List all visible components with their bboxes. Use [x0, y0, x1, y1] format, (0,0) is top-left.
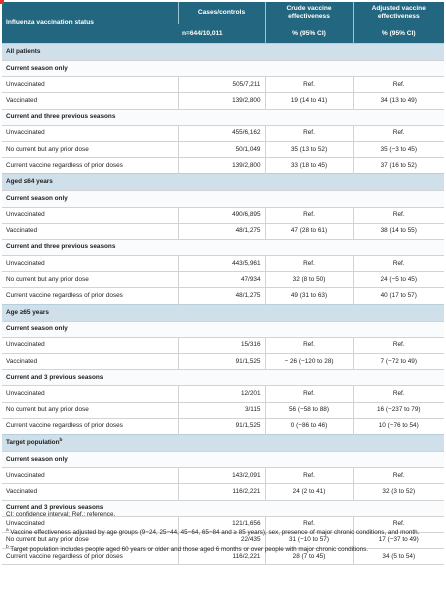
section-label-text: Age ≥65 years — [6, 308, 49, 316]
crude-ve-cell: 0 (−86 to 46) — [265, 418, 353, 434]
section-label — [2, 174, 444, 191]
subsection-label: Current and 3 previous seasons — [2, 370, 444, 386]
row-label: Vaccinated — [2, 223, 178, 239]
subsection-row — [2, 321, 444, 337]
footnote-b-marker: b — [6, 544, 9, 550]
row-label: No current but any prior dose — [2, 402, 178, 418]
cases-controls-cell: 48/1,275 — [178, 223, 265, 239]
subsection-row — [2, 191, 444, 207]
adjusted-ve-cell: 35 (−3 to 45) — [353, 141, 444, 157]
crude-ve-cell: Ref. — [265, 125, 353, 141]
row-label: Unvaccinated — [2, 125, 178, 141]
row-label: Unvaccinated — [2, 77, 178, 93]
cases-controls-cell: 91/1,525 — [178, 354, 265, 370]
section-label — [2, 304, 444, 321]
footnote-a-marker: a — [6, 527, 9, 533]
adjusted-ve-cell: 38 (14 to 55) — [353, 223, 444, 239]
crude-ve-cell: 35 (13 to 52) — [265, 141, 353, 157]
cases-controls-cell: 116/2,221 — [178, 484, 265, 500]
row-label: Vaccinated — [2, 93, 178, 109]
section-label-text: Target population — [6, 438, 60, 446]
section-row — [2, 434, 444, 451]
table-body — [2, 44, 444, 565]
subsection-label: Current season only — [2, 451, 444, 467]
section-label-text: All patients — [6, 48, 41, 55]
table-row — [2, 354, 444, 370]
adjusted-ve-cell: 32 (3 to 52) — [353, 484, 444, 500]
adjusted-ve-cell: Ref. — [353, 256, 444, 272]
cases-controls-cell: 490/6,895 — [178, 207, 265, 223]
header-adjusted-ci: % (95% CI) — [353, 24, 444, 44]
crude-ve-cell: Ref. — [265, 256, 353, 272]
adjusted-ve-cell: 34 (13 to 49) — [353, 93, 444, 109]
footnote-a — [2, 529, 442, 538]
adjusted-ve-cell: Ref. — [353, 386, 444, 402]
adjusted-ve-cell: 10 (−76 to 54) — [353, 418, 444, 434]
footnote-marker: b — [59, 437, 63, 443]
table-row — [2, 402, 444, 418]
cases-controls-cell: 12/201 — [178, 386, 265, 402]
crude-ve-cell: 49 (31 to 63) — [265, 288, 353, 304]
adjusted-ve-cell: Ref. — [353, 516, 444, 532]
cases-controls-cell: 443/5,961 — [178, 256, 265, 272]
abbreviations-note: CI: confidence interval; Ref.: reference. — [6, 511, 116, 518]
subsection-label: Current season only — [2, 61, 444, 77]
vaccine-effectiveness-table — [2, 2, 444, 565]
section-label-text: Aged ≤64 years — [6, 178, 53, 186]
header-status: Influenza vaccination status — [2, 2, 178, 44]
header-cases: Cases/controls — [178, 2, 265, 24]
header-adjusted: Adjusted vaccine effectiveness — [353, 2, 444, 24]
table-row — [2, 141, 444, 157]
adjusted-ve-cell: Ref. — [353, 468, 444, 484]
crude-ve-cell: Ref. — [265, 516, 353, 532]
table-header — [2, 2, 444, 44]
cases-controls-cell: 48/1,275 — [178, 288, 265, 304]
table-row — [2, 158, 444, 174]
row-label: Unvaccinated — [2, 468, 178, 484]
subsection-label: Current and three previous seasons — [2, 109, 444, 125]
crude-ve-cell: Ref. — [265, 386, 353, 402]
crude-ve-cell: 33 (18 to 45) — [265, 158, 353, 174]
row-label: Vaccinated — [2, 484, 178, 500]
subsection-row — [2, 239, 444, 255]
subsection-row — [2, 109, 444, 125]
cases-controls-cell: 121/1,656 — [178, 516, 265, 532]
adjusted-ve-cell: 17 (−37 to 49) — [353, 532, 444, 548]
cases-controls-cell: 139/2,800 — [178, 158, 265, 174]
table-row — [2, 386, 444, 402]
crude-ve-cell: 31 (−10 to 57) — [265, 532, 353, 548]
cases-controls-cell: 91/1,525 — [178, 418, 265, 434]
crude-ve-cell: Ref. — [265, 337, 353, 353]
table-row — [2, 93, 444, 109]
table-row — [2, 484, 444, 500]
cases-controls-cell: 143/2,091 — [178, 468, 265, 484]
table-row — [2, 77, 444, 93]
row-label: Vaccinated — [2, 354, 178, 370]
adjusted-ve-cell: Ref. — [353, 125, 444, 141]
header-crude: Crude vaccine effectiveness — [265, 2, 353, 24]
cases-controls-cell: 47/934 — [178, 272, 265, 288]
footnote-b — [2, 546, 442, 555]
footnote-b-text: Target population includes people aged 60 years or older and those aged 6 months or over people with major chronic conditions. — [8, 546, 369, 553]
table-row — [2, 272, 444, 288]
adjusted-ve-cell: 16 (−237 to 79) — [353, 402, 444, 418]
table-notes — [2, 511, 442, 555]
section-label — [2, 434, 444, 451]
crude-ve-cell: 28 (7 to 45) — [265, 549, 353, 565]
section-label — [2, 44, 444, 61]
row-label: Unvaccinated — [2, 386, 178, 402]
cases-controls-cell: 139/2,800 — [178, 93, 265, 109]
table-row — [2, 207, 444, 223]
cases-controls-cell: 455/6,162 — [178, 125, 265, 141]
table-row — [2, 125, 444, 141]
crude-ve-cell: 32 (8 to 50) — [265, 272, 353, 288]
crude-ve-cell: Ref. — [265, 468, 353, 484]
adjusted-ve-cell: Ref. — [353, 207, 444, 223]
crude-ve-cell: Ref. — [265, 77, 353, 93]
subsection-row — [2, 61, 444, 77]
crude-ve-cell: 47 (28 to 61) — [265, 223, 353, 239]
crude-ve-cell: 19 (14 to 41) — [265, 93, 353, 109]
row-label: No current but any prior dose — [2, 532, 178, 548]
adjusted-ve-cell: 40 (17 to 57) — [353, 288, 444, 304]
adjusted-ve-cell: Ref. — [353, 337, 444, 353]
adjusted-ve-cell: 34 (5 to 54) — [353, 549, 444, 565]
cases-controls-cell: 50/1,049 — [178, 141, 265, 157]
crude-ve-cell: 24 (2 to 41) — [265, 484, 353, 500]
subsection-row — [2, 370, 444, 386]
cases-controls-cell: 505/7,211 — [178, 77, 265, 93]
row-label: Current vaccine regardless of prior doses — [2, 158, 178, 174]
table-row — [2, 468, 444, 484]
subsection-label: Current season only — [2, 321, 444, 337]
footnote-a-text: Vaccine effectiveness adjusted by age groups (9−24, 25−44, 45−64, 65−84 and ≥ 85 years), sex, presence of major chronic conditions, and month. — [8, 528, 420, 536]
row-label: Unvaccinated — [2, 516, 178, 532]
crude-ve-cell: − 26 (−120 to 28) — [265, 354, 353, 370]
section-row — [2, 44, 444, 61]
table-row — [2, 223, 444, 239]
row-label: Unvaccinated — [2, 256, 178, 272]
row-label: Current vaccine regardless of prior doses — [2, 549, 178, 565]
table-row — [2, 256, 444, 272]
crude-ve-cell: 56 (−58 to 88) — [265, 402, 353, 418]
cases-controls-cell: 22/435 — [178, 532, 265, 548]
adjusted-ve-cell: 24 (−5 to 45) — [353, 272, 444, 288]
adjusted-ve-cell: 37 (16 to 52) — [353, 158, 444, 174]
subsection-label: Current and three previous seasons — [2, 239, 444, 255]
header-crude-ci: % (95% CI) — [265, 24, 353, 44]
subsection-row — [2, 451, 444, 467]
row-label: No current but any prior dose — [2, 141, 178, 157]
table-row — [2, 288, 444, 304]
adjusted-ve-cell: Ref. — [353, 77, 444, 93]
row-label: Current vaccine regardless of prior doses — [2, 418, 178, 434]
cases-controls-cell: 15/316 — [178, 337, 265, 353]
cases-controls-cell: 3/115 — [178, 402, 265, 418]
vaccine-effectiveness-table-container — [2, 2, 444, 565]
subsection-label: Current season only — [2, 191, 444, 207]
row-label: Current vaccine regardless of prior doses — [2, 288, 178, 304]
subsection-label: Current and 3 previous seasons — [2, 500, 444, 516]
section-row — [2, 304, 444, 321]
row-label: Unvaccinated — [2, 337, 178, 353]
section-row — [2, 174, 444, 191]
row-label: Unvaccinated — [2, 207, 178, 223]
header-cases-n: n=644/10,011 — [178, 24, 265, 44]
adjusted-ve-cell: 7 (−72 to 49) — [353, 354, 444, 370]
crude-ve-cell: Ref. — [265, 207, 353, 223]
row-label: No current but any prior dose — [2, 272, 178, 288]
cases-controls-cell: 116/2,221 — [178, 549, 265, 565]
table-row — [2, 418, 444, 434]
table-row — [2, 337, 444, 353]
